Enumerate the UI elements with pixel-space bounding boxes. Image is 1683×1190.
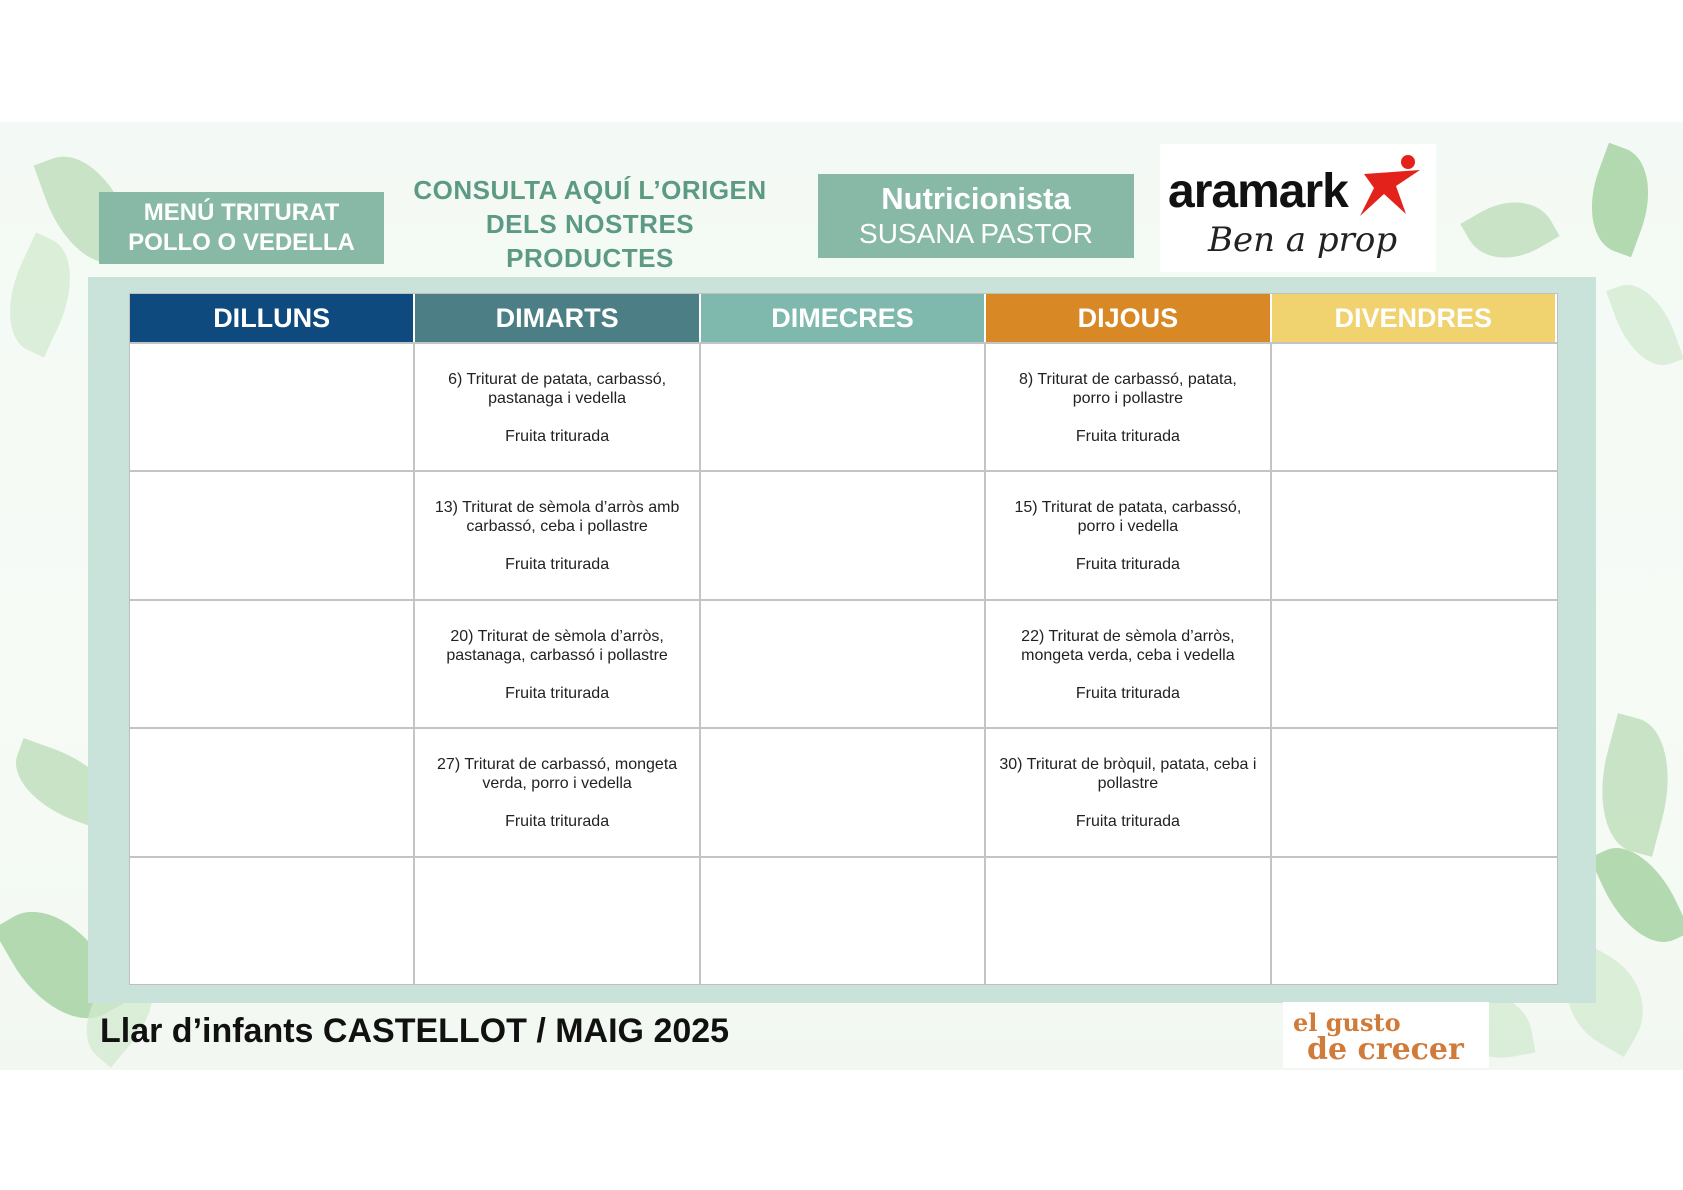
menu-cell-dijous-week-2 (986, 470, 1271, 598)
menu-cell-dimecres-week-4 (701, 727, 986, 855)
menu-cell-dimecres-week-3 (701, 599, 986, 727)
aramark-wordmark: aramark (1168, 165, 1348, 218)
menu-cell-divendres-week-1 (1272, 342, 1557, 470)
dessert-text: Fruita triturada (1075, 813, 1180, 831)
weekly-menu-table (129, 293, 1558, 985)
menu-cell-divendres-week-4 (1272, 727, 1557, 855)
menu-cell-dimecres-week-2 (701, 470, 986, 598)
dish-text: 20) Triturat de sèmola d’arròs, pastanaga, carbassó i pollastre (446, 627, 668, 664)
dessert-text: Fruita triturada (1075, 556, 1180, 574)
menu-cell-dilluns-week-1 (130, 342, 415, 470)
menu-cell-dimarts-week-2 (415, 470, 700, 598)
aramark-tagline: Ben a prop (1208, 220, 1398, 260)
dessert-text: Fruita triturada (505, 813, 610, 831)
consulta-line-1: CONSULTA AQUÍ L’ORIGEN (413, 175, 767, 205)
menu-cell-dilluns-week-3 (130, 599, 415, 727)
menu-cell-dijous-week-5 (986, 856, 1271, 984)
nutritionist-role: Nutricionista (881, 181, 1071, 216)
day-header-dilluns: DILLUNS (130, 294, 415, 342)
nutritionist-badge (818, 174, 1134, 258)
dish-text: 8) Triturat de carbassó, patata, porro i pollastre (1018, 371, 1237, 407)
dish-text: 15) Triturat de patata, carbassó, porro i vedella (1014, 499, 1242, 536)
product-origin-link[interactable] (400, 175, 780, 273)
aramark-logo (1160, 144, 1436, 272)
day-header-dijous: DIJOUS (986, 294, 1271, 342)
menu-cell-divendres-week-2 (1272, 470, 1557, 598)
running-star-figure-icon (1350, 152, 1430, 222)
menu-cell-dijous-week-4 (986, 727, 1271, 855)
menu-cell-dimarts-week-4 (415, 727, 700, 855)
dessert-text: Fruita triturada (1075, 684, 1180, 702)
day-header-divendres: DIVENDRES (1272, 294, 1557, 342)
menu-cell-dimecres-week-1 (701, 342, 986, 470)
nutritionist-name: SUSANA PASTOR (859, 218, 1093, 249)
menu-cell-dijous-week-3 (986, 599, 1271, 727)
dessert-text: Fruita triturada (1075, 428, 1180, 445)
el-gusto-de-crecer-logo (1283, 1002, 1489, 1068)
menu-badge-line-2: POLLO O VEDELLA (128, 229, 355, 256)
dessert-text: Fruita triturada (505, 556, 610, 574)
dish-text: 27) Triturat de carbassó, mongeta verda, porro i vedella (437, 756, 678, 793)
menu-cell-dilluns-week-5 (130, 856, 415, 984)
menu-type-badge (99, 192, 384, 264)
menu-cell-dimarts-week-5 (415, 856, 700, 984)
menu-cell-dijous-week-1 (986, 342, 1271, 470)
dessert-text: Fruita triturada (505, 684, 610, 702)
menu-cell-dilluns-week-2 (130, 470, 415, 598)
menu-cell-dilluns-week-4 (130, 727, 415, 855)
menu-cell-divendres-week-3 (1272, 599, 1557, 727)
menu-cell-divendres-week-5 (1272, 856, 1557, 984)
consulta-line-2: DELS NOSTRES PRODUCTES (485, 209, 695, 273)
menu-cell-dimecres-week-5 (701, 856, 986, 984)
dish-text: 22) Triturat de sèmola d’arròs, mongeta verda, ceba i vedella (1021, 627, 1235, 664)
dessert-text: Fruita triturada (505, 428, 610, 445)
gusto-logo-line-1: el gusto (1293, 1008, 1401, 1037)
dish-text: 13) Triturat de sèmola d’arròs amb carbassó, ceba i pollastre (434, 499, 680, 536)
day-header-dimarts: DIMARTS (415, 294, 700, 342)
menu-cell-dimarts-week-1 (415, 342, 700, 470)
menu-cell-dimarts-week-3 (415, 599, 700, 727)
menu-badge-line-1: MENÚ TRITURAT (143, 199, 340, 226)
gusto-logo-line-2: de crecer (1307, 1032, 1464, 1067)
school-month-title: Llar d’infants CASTELLOT / MAIG 2025 (100, 1012, 730, 1050)
dish-text: 30) Triturat de bròquil, patata, ceba i pollastre (999, 756, 1257, 793)
dish-text: 6) Triturat de patata, carbassó, pastanaga i vedella (448, 371, 667, 407)
day-header-dimecres: DIMECRES (701, 294, 986, 342)
